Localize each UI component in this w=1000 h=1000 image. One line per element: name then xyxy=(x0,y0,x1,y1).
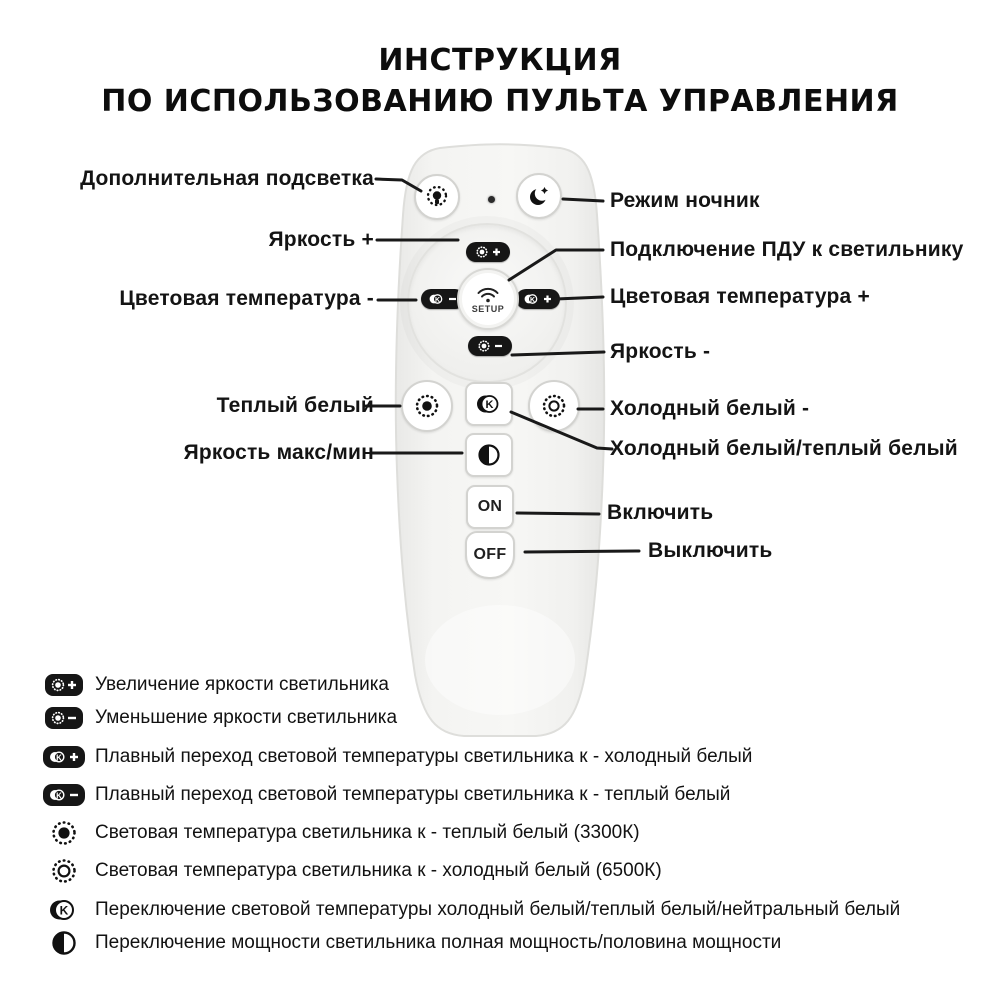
wifi-icon xyxy=(475,285,501,303)
page-title-line2: ПО ИСПОЛЬЗОВАНИЮ ПУЛЬТА УПРАВЛЕНИЯ xyxy=(101,84,899,119)
callout-label-warm-white: Теплый белый xyxy=(216,394,374,417)
svg-text:K: K xyxy=(56,753,62,763)
bulb-icon xyxy=(423,183,451,211)
sun-minus-icon xyxy=(468,336,512,356)
svg-text:K: K xyxy=(485,398,494,411)
on-label: ON xyxy=(477,498,503,515)
remote-sheen xyxy=(425,605,575,715)
legend-text: Увеличение яркости светильника xyxy=(95,674,389,695)
callout-label-off: Выключить xyxy=(648,539,773,562)
off-button[interactable] xyxy=(465,531,515,579)
legend-text: Переключение световой температуры холодный белый/теплый белый/нейтральный белый xyxy=(95,899,901,920)
legend-text: Переключение мощности светильника полная мощность/половина мощности xyxy=(95,932,782,953)
night-mode-button[interactable] xyxy=(516,173,562,219)
callout-label-cct-minus: Цветовая температура - xyxy=(119,287,374,310)
cct-warm-pill-icon xyxy=(41,784,87,806)
sun-filled-icon xyxy=(412,391,442,421)
setup-button[interactable] xyxy=(457,268,519,330)
callout-label-cct-toggle: Холодный белый/теплый белый xyxy=(610,437,958,460)
legend-text: Плавный переход световой температуры светильника к - теплый белый xyxy=(95,784,731,805)
brightness-down-button[interactable] xyxy=(468,336,512,356)
cct-toggle-button[interactable] xyxy=(465,382,513,426)
off-label: OFF xyxy=(473,546,507,563)
callout-label-brightness-maxmin: Яркость макс/мин xyxy=(183,441,374,464)
cold-white-button[interactable] xyxy=(528,380,580,432)
circled-k-plus-icon xyxy=(516,289,560,309)
legend-text: Световая температура светильника к - холодный белый (6500К) xyxy=(95,860,662,881)
sun-outline-icon xyxy=(41,856,87,886)
ir-led xyxy=(488,196,495,203)
callout-label-setup: Подключение ПДУ к светильнику xyxy=(610,238,964,261)
page-title xyxy=(0,40,1000,122)
legend-text: Световая температура светильника к - теплый белый (3300К) xyxy=(95,822,640,843)
callout-label-cct-plus: Цветовая температура + xyxy=(610,285,870,308)
sun-filled-icon xyxy=(41,818,87,848)
brightness-up-icon xyxy=(41,674,87,696)
sun-outline-icon xyxy=(539,391,569,421)
cct-cold-pill-icon xyxy=(41,746,87,768)
on-button[interactable] xyxy=(466,485,514,529)
crescent-k-icon xyxy=(41,897,87,923)
sun-plus-icon xyxy=(466,242,510,262)
cct-cold-button[interactable] xyxy=(516,289,560,309)
svg-text:K: K xyxy=(56,791,62,801)
callout-label-brightness-down: Яркость - xyxy=(610,340,711,363)
brightness-maxmin-button[interactable] xyxy=(465,433,513,477)
brightness-down-icon xyxy=(41,707,87,729)
svg-text:K: K xyxy=(529,297,536,304)
legend-text: Плавный переход световой температуры светильника к - холодный белый xyxy=(95,746,753,767)
legend-text: Уменьшение яркости светильника xyxy=(95,707,398,728)
callout-label-on: Включить xyxy=(607,501,714,524)
svg-text:K: K xyxy=(59,903,69,918)
setup-label: SETUP xyxy=(471,303,505,314)
callout-label-brightness-up: Яркость + xyxy=(268,228,374,251)
warm-white-button[interactable] xyxy=(401,380,453,432)
extra-light-button[interactable] xyxy=(414,174,460,220)
brightness-up-button[interactable] xyxy=(466,242,510,262)
moon-star-icon xyxy=(526,183,552,209)
callout-label-cold-white: Холодный белый - xyxy=(610,397,810,420)
half-circle-icon xyxy=(41,929,87,957)
half-circle-icon xyxy=(476,442,502,468)
callout-label-extra-light: Дополнительная подсветка xyxy=(80,167,374,190)
crescent-k-icon xyxy=(474,392,504,416)
svg-text:K: K xyxy=(434,297,441,304)
page-title-line1: ИНСТРУКЦИЯ xyxy=(378,43,622,78)
callout-label-night-mode: Режим ночник xyxy=(610,189,760,212)
